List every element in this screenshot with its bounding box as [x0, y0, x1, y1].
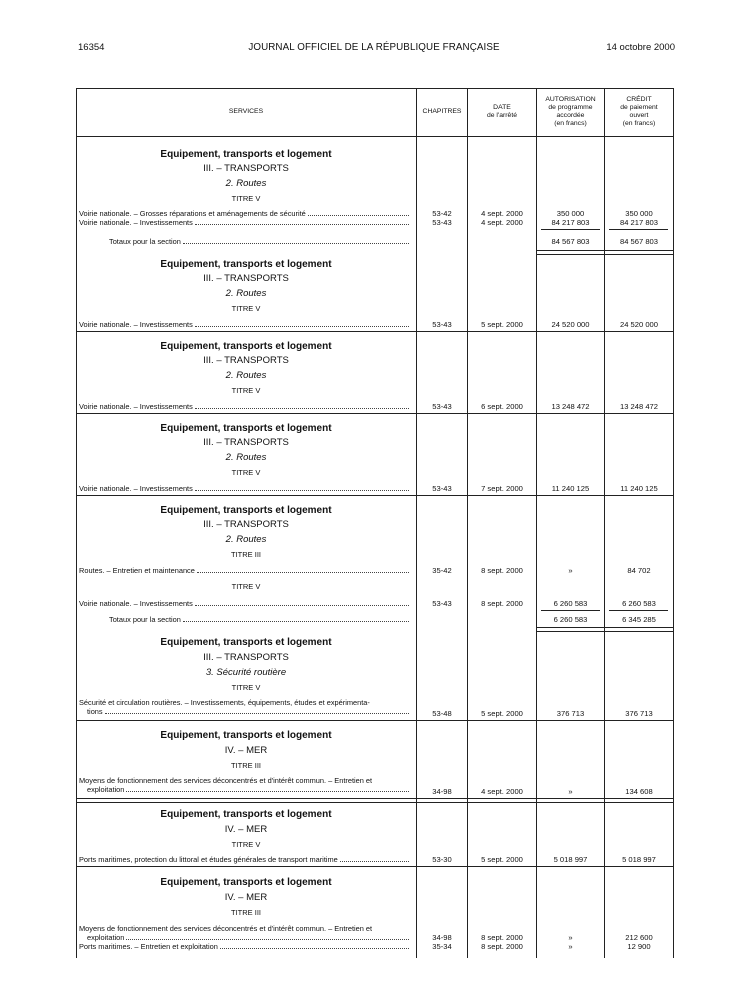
credit-value: 12 900 [627, 942, 651, 951]
table-row: Voirie nationale. – Investissements [79, 402, 411, 411]
publication-date: 14 octobre 2000 [606, 42, 675, 53]
chapitre-value: 53-48 [432, 709, 452, 718]
section-titre: TITRE V [231, 468, 261, 477]
table-row: Voirie nationale. – Investissements [79, 484, 411, 493]
autorisation-value: 24 520 000 [551, 320, 590, 329]
section-chapter: 2. Routes [225, 288, 267, 299]
chapitre-value: 35-42 [432, 566, 452, 575]
credit-value: 13 248 472 [619, 402, 658, 411]
page-header [0, 0, 748, 60]
section-subtitle: IV. – MER [224, 892, 268, 903]
section-subtitle: III. – TRANSPORTS [203, 652, 289, 663]
section-subtitle: III. – TRANSPORTS [203, 273, 289, 284]
table-row: Moyens de fonctionnement des services déconcentrés et d'intérêt commun. – Entretien et exploitation [79, 924, 411, 942]
col-header-credit: CRÉDIT de paiement ouvert (en francs) [620, 96, 658, 127]
col-header-date: DATE de l'arrêté [486, 104, 517, 119]
autorisation-value: 6 260 583 [553, 599, 588, 608]
section-chapter: 2. Routes [225, 452, 267, 463]
table-row: Voirie nationale. – Grosses réparations et aménagements de sécurité [79, 209, 411, 218]
section-chapter: 2. Routes [225, 178, 267, 189]
section-title: Equipement, transports et logement [160, 259, 332, 270]
date-value: 7 sept. 2000 [481, 484, 523, 493]
credits-table [76, 88, 674, 958]
autorisation-value: » [568, 942, 573, 951]
credit-value: 11 240 125 [620, 484, 658, 493]
section-titre: TITRE III [231, 550, 261, 559]
section-chapter: 2. Routes [225, 534, 267, 545]
section-title: Equipement, transports et logement [160, 877, 332, 888]
total-row: Totaux pour la section [109, 237, 411, 246]
section-titre: TITRE III [231, 908, 261, 917]
section-chapter: 3. Sécurité routière [205, 667, 287, 678]
date-value: 4 sept. 2000 [481, 787, 523, 796]
table-header-divider [76, 136, 674, 137]
credit-value: 84 217 803 [619, 218, 658, 227]
total-autorisation: 84 567 803 [551, 237, 590, 246]
date-value: 8 sept. 2000 [481, 566, 523, 575]
section-subtitle: IV. – MER [224, 824, 268, 835]
chapitre-value: 53-43 [432, 402, 452, 411]
autorisation-value: 350 000 [556, 209, 585, 218]
table-row: Voirie nationale. – Investissements [79, 320, 411, 329]
table-row: Ports maritimes. – Entretien et exploitation [79, 942, 411, 951]
table-row: Voirie nationale. – Investissements [79, 599, 411, 608]
autorisation-value: 376 713 [556, 709, 585, 718]
table-right-border [673, 88, 674, 958]
table-row: Sécurité et circulation routières. – Investissements, équipements, études et expérimenta- tions [79, 698, 411, 716]
autorisation-value: » [568, 933, 573, 942]
autorisation-value: 11 240 125 [551, 484, 590, 493]
table-row: Routes. – Entretien et maintenance [79, 566, 411, 575]
table-row: Voirie nationale. – Investissements [79, 218, 411, 227]
section-title: Equipement, transports et logement [160, 149, 332, 160]
col-header-chapitres: CHAPITRES [422, 108, 462, 115]
credit-value: 212 600 [625, 933, 653, 942]
chapitre-value: 53-43 [432, 484, 452, 493]
section-titre: TITRE V [231, 840, 261, 849]
chapitre-value: 53-43 [432, 218, 452, 227]
autorisation-value: » [568, 787, 573, 796]
section-subtitle: III. – TRANSPORTS [203, 355, 289, 366]
journal-title: JOURNAL OFFICIEL DE LA RÉPUBLIQUE FRANÇAISE [248, 42, 500, 53]
section-titre: TITRE V [231, 194, 261, 203]
date-value: 6 sept. 2000 [481, 402, 523, 411]
section-title: Equipement, transports et logement [160, 809, 332, 820]
autorisation-value: 84 217 803 [551, 218, 590, 227]
section-titre: TITRE V [231, 304, 261, 313]
section-subtitle: III. – TRANSPORTS [203, 437, 289, 448]
total-autorisation: 6 260 583 [553, 615, 588, 624]
date-value: 5 sept. 2000 [481, 709, 523, 718]
chapitre-value: 53-30 [432, 855, 452, 864]
section-titre: TITRE V [231, 386, 261, 395]
credit-value: 5 018 997 [622, 855, 656, 864]
chapitre-value: 53-43 [432, 599, 452, 608]
date-value: 5 sept. 2000 [481, 320, 523, 329]
autorisation-value: » [568, 566, 573, 575]
section-titre: TITRE V [231, 683, 261, 692]
credit-value: 376 713 [625, 709, 653, 718]
section-title: Equipement, transports et logement [160, 423, 332, 434]
credit-value: 24 520 000 [619, 320, 658, 329]
total-credit: 84 567 803 [619, 237, 658, 246]
credit-value: 134 608 [625, 787, 653, 796]
section-titre: TITRE III [231, 761, 261, 770]
section-subtitle: III. – TRANSPORTS [203, 519, 289, 530]
credit-value: 84 702 [627, 566, 651, 575]
table-row: Ports maritimes, protection du littoral et études générales de transport maritime [79, 855, 411, 864]
section-title: Equipement, transports et logement [160, 505, 332, 516]
date-value: 8 sept. 2000 [481, 933, 523, 942]
date-value: 5 sept. 2000 [481, 855, 523, 864]
chapitre-value: 35-34 [432, 942, 452, 951]
section-title: Equipement, transports et logement [160, 637, 332, 648]
chapitre-value: 34-98 [432, 787, 452, 796]
credit-value: 6 260 583 [622, 599, 656, 608]
autorisation-value: 5 018 997 [553, 855, 588, 864]
credit-value: 350 000 [625, 209, 653, 218]
date-value: 8 sept. 2000 [481, 599, 523, 608]
section-subtitle: III. – TRANSPORTS [203, 163, 289, 174]
section-title: Equipement, transports et logement [160, 730, 332, 741]
date-value: 8 sept. 2000 [481, 942, 523, 951]
total-row: Totaux pour la section [109, 615, 411, 624]
total-credit: 6 345 285 [622, 615, 656, 624]
section-chapter: 2. Routes [225, 370, 267, 381]
chapitre-value: 34-98 [432, 933, 452, 942]
autorisation-value: 13 248 472 [551, 402, 590, 411]
page-number: 16354 [78, 42, 105, 53]
col-header-services: SERVICES [228, 108, 264, 115]
chapitre-value: 53-43 [432, 320, 452, 329]
date-value: 4 sept. 2000 [481, 218, 523, 227]
section-titre: TITRE V [231, 582, 261, 591]
table-row: Moyens de fonctionnement des services déconcentrés et d'intérêt commun. – Entretien et exploitation [79, 776, 411, 794]
col-header-autorisation: AUTORISATION de programme accordée (en francs) [545, 96, 596, 127]
chapitre-value: 53-42 [432, 209, 452, 218]
section-title: Equipement, transports et logement [160, 341, 332, 352]
date-value: 4 sept. 2000 [481, 209, 523, 218]
section-subtitle: IV. – MER [224, 745, 268, 756]
